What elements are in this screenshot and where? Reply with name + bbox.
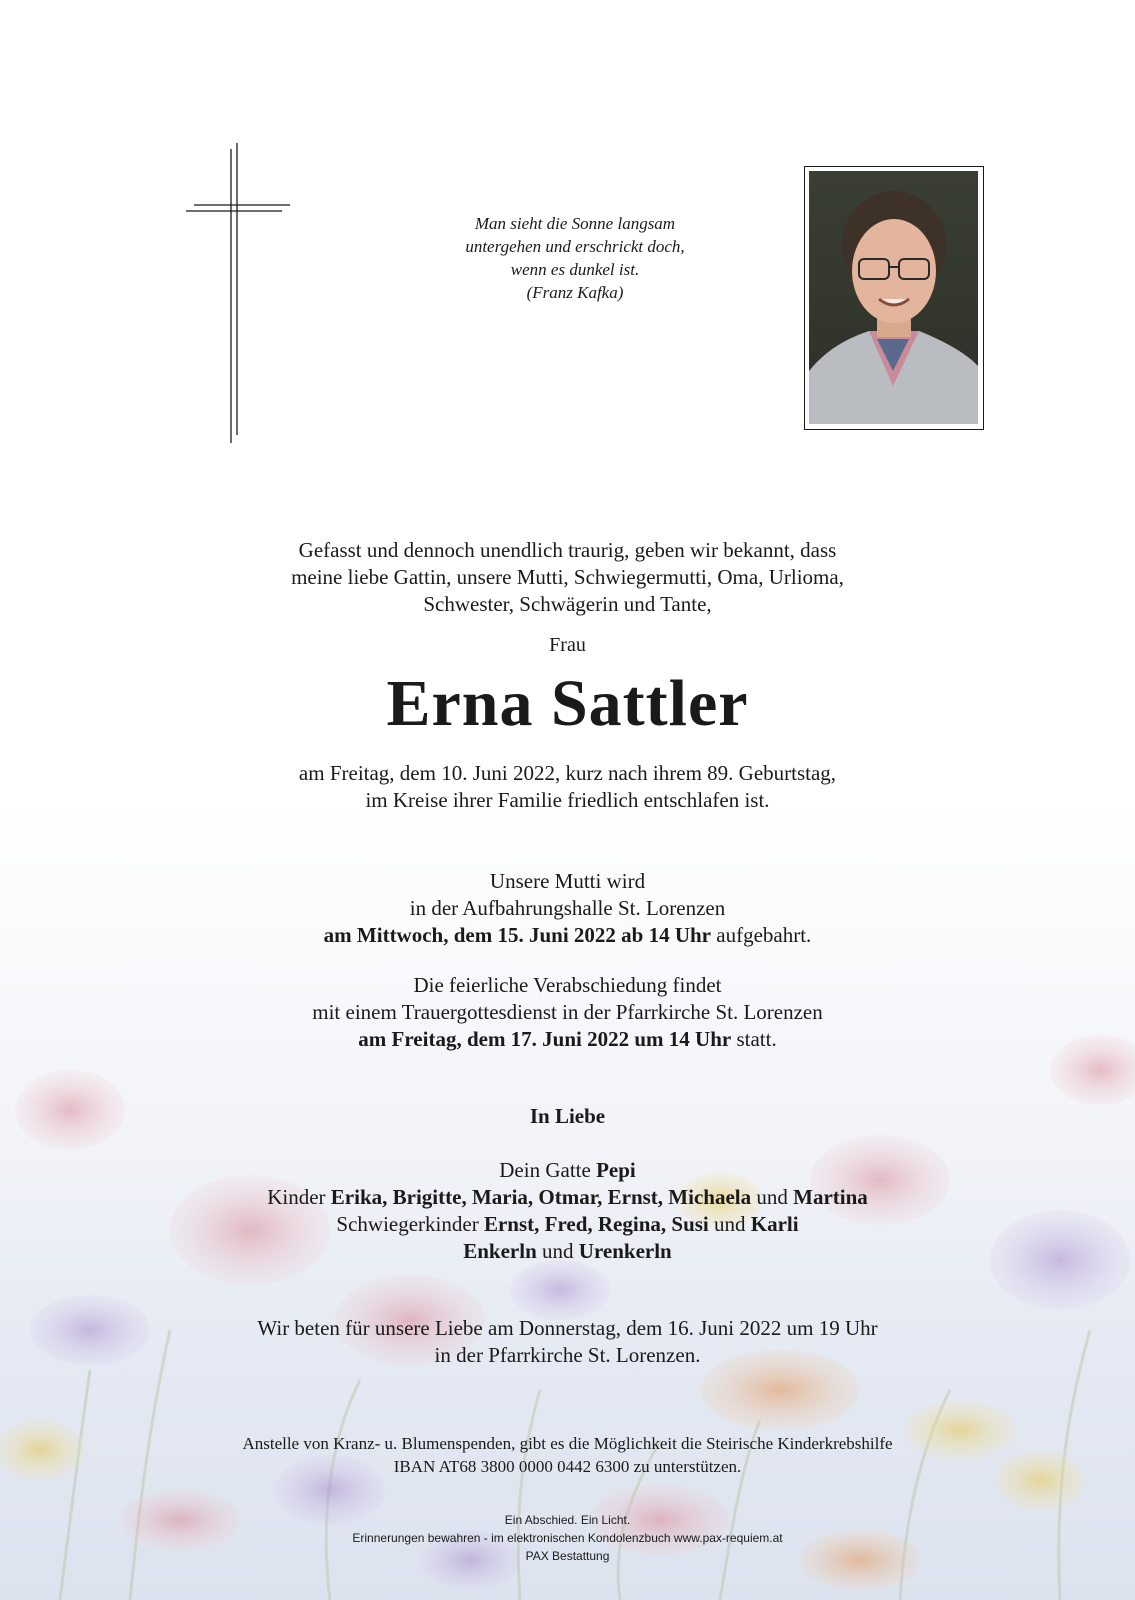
prayer-line: Wir beten für unsere Liebe am Donnerstag, dem 16. Juni 2022 um 19 Uhr — [257, 1316, 878, 1340]
inlaws-prefix: Schwiegerkinder — [336, 1212, 484, 1236]
farewell-date — [0, 1027, 1135, 1052]
children-and: und — [751, 1185, 794, 1209]
inlaws-last: Karli — [750, 1212, 799, 1236]
viewing-date — [0, 923, 1135, 948]
mourners-children — [0, 1185, 1135, 1210]
viewing-date-bold: am Mittwoch, dem 15. Juni 2022 ab 14 Uhr — [323, 923, 712, 947]
husband-name: Pepi — [596, 1158, 636, 1182]
footer-line: Erinnerungen bewahren - im elektronischen Kondolenzbuch www.pax-requiem.at — [352, 1531, 783, 1545]
quote-line: wenn es dunkel ist. — [510, 260, 640, 279]
quote-block — [400, 212, 750, 304]
great-grandchildren: Urenkerln — [578, 1239, 672, 1263]
quote-author: (Franz Kafka) — [526, 283, 624, 302]
quote-line: Man sieht die Sonne langsam — [474, 214, 676, 233]
farewell-line: mit einem Trauergottesdienst in der Pfarrkirche St. Lorenzen — [312, 1000, 823, 1024]
mourners-heading-text: In Liebe — [529, 1104, 606, 1128]
donation-line: Anstelle von Kranz- u. Blumenspenden, gibt es die Möglichkeit die Steirische Kinderkrebshilfe — [242, 1434, 893, 1453]
quote-line: untergehen und erschrickt doch, — [465, 237, 685, 256]
children-prefix: Kinder — [267, 1185, 331, 1209]
children-names: Erika, Brigitte, Maria, Otmar, Ernst, Michaela — [330, 1185, 752, 1209]
footer-line: PAX Bestattung — [525, 1549, 610, 1563]
cross-icon — [186, 143, 290, 449]
death-line: am Freitag, dem 10. Juni 2022, kurz nach ihrem 89. Geburtstag, — [298, 761, 837, 785]
salutation: Frau — [549, 634, 586, 656]
children-last: Martina — [793, 1185, 868, 1209]
footer-line: Ein Abschied. Ein Licht. — [504, 1513, 631, 1527]
farewell-date-suffix: statt. — [731, 1027, 777, 1051]
announcement-line: Gefasst und dennoch unendlich traurig, geben wir bekannt, dass — [298, 538, 837, 562]
viewing-line: in der Aufbahrungshalle St. Lorenzen — [409, 896, 726, 920]
announcement-line: Schwester, Schwägerin und Tante, — [423, 592, 712, 616]
death-line: im Kreise ihrer Familie friedlich entschlafen ist. — [365, 788, 770, 812]
deceased-name: Erna Sattler — [386, 667, 749, 740]
viewing-date-suffix: aufgebahrt. — [711, 923, 812, 947]
portrait-frame — [804, 166, 984, 430]
farewell-line: Die feierliche Verabschiedung findet — [413, 973, 722, 997]
grandchildren: Enkerln — [463, 1239, 537, 1263]
mourners-husband — [0, 1158, 1135, 1183]
inlaws-and: und — [708, 1212, 751, 1236]
prayer-line: in der Pfarrkirche St. Lorenzen. — [434, 1343, 701, 1367]
farewell-date-bold: am Freitag, dem 17. Juni 2022 um 14 Uhr — [358, 1027, 732, 1051]
inlaws-names: Ernst, Fred, Regina, Susi — [483, 1212, 709, 1236]
grandchildren-and: und — [536, 1239, 579, 1263]
mourners-inlaws — [0, 1212, 1135, 1237]
donation-line: IBAN AT68 3800 0000 0442 6300 zu unterstützen. — [393, 1457, 742, 1476]
mourners-grandchildren — [0, 1239, 1135, 1264]
announcement-line: meine liebe Gattin, unsere Mutti, Schwiegermutti, Oma, Urlioma, — [291, 565, 844, 589]
portrait-photo — [809, 171, 978, 424]
viewing-line: Unsere Mutti wird — [489, 869, 646, 893]
husband-prefix: Dein Gatte — [499, 1158, 597, 1182]
mourners-heading — [0, 1104, 1135, 1129]
